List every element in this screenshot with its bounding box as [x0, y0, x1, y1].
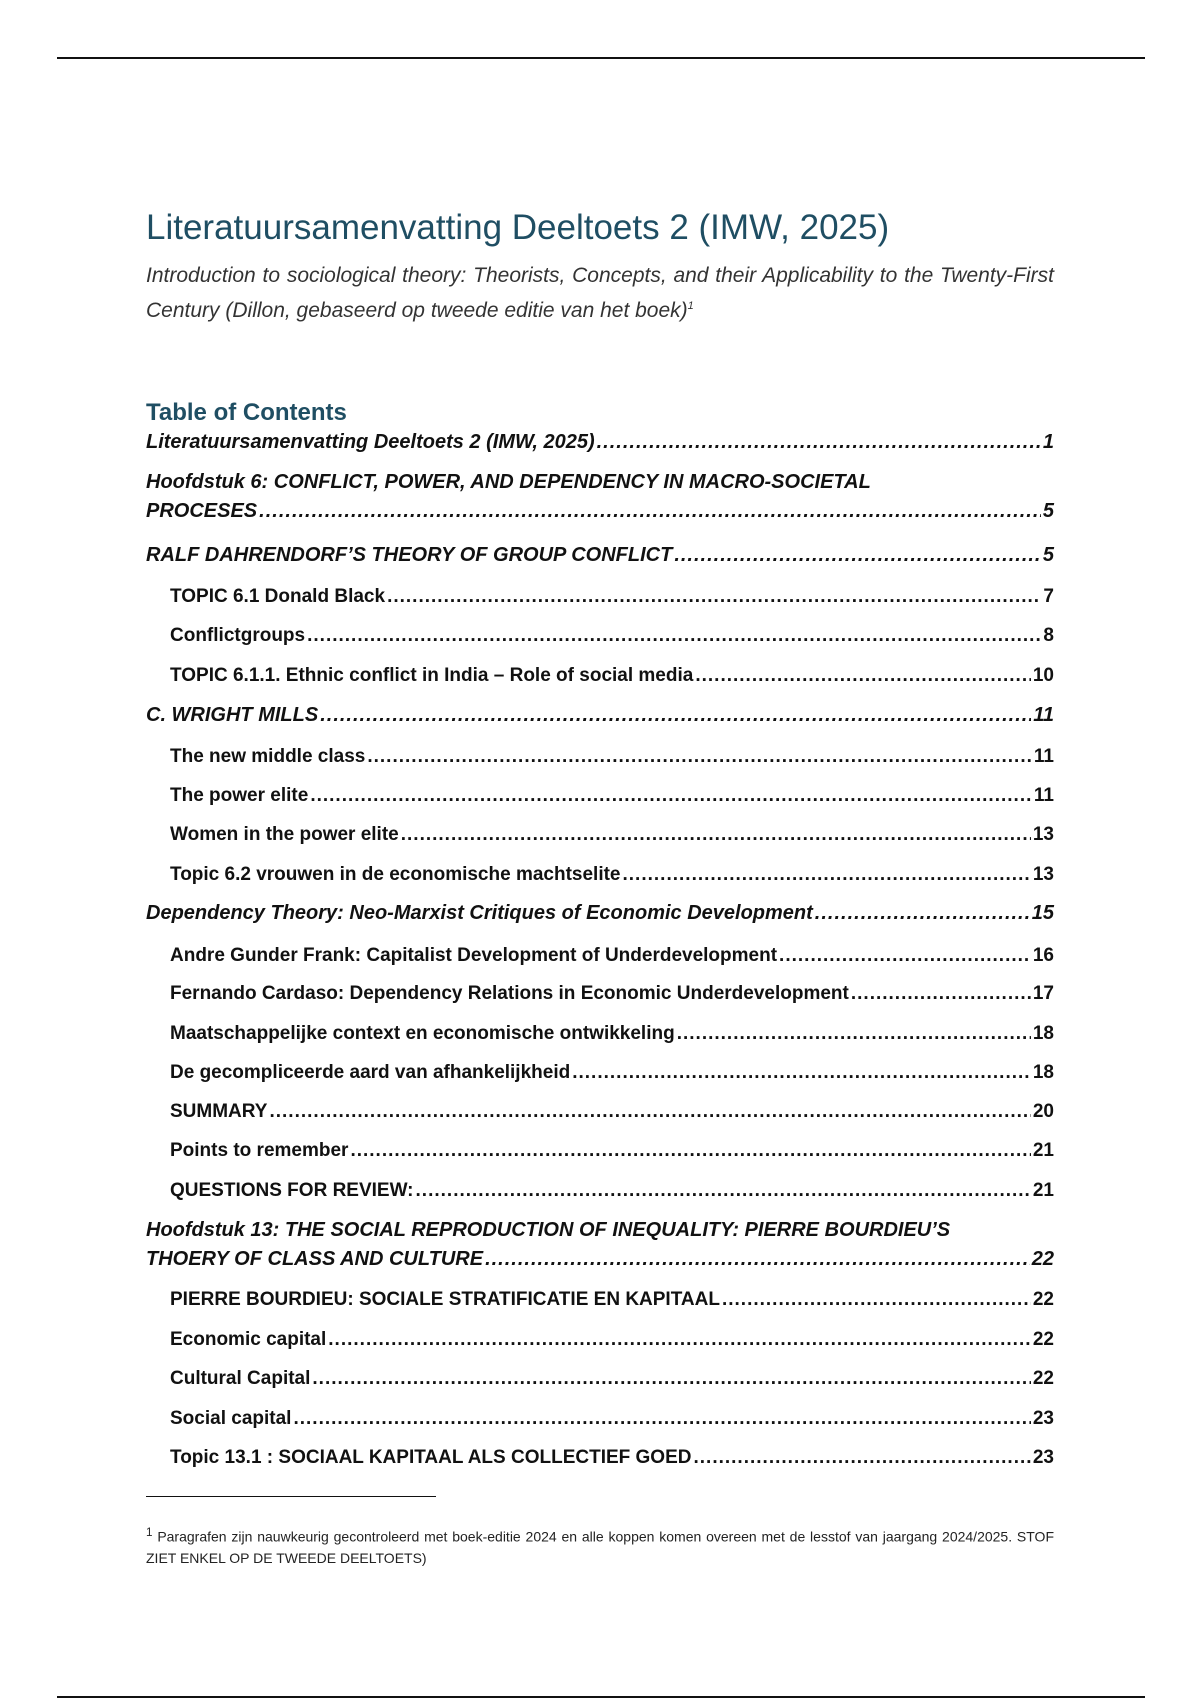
toc-dot-leader — [779, 941, 1031, 970]
toc-dot-leader — [387, 582, 1041, 611]
toc-entry-page: 21 — [1032, 1140, 1054, 1161]
toc-dot-leader — [350, 1136, 1030, 1165]
toc-dot-leader — [623, 860, 1031, 889]
toc-entry[interactable] — [170, 1364, 1054, 1393]
toc-entry-page: 18 — [1032, 1023, 1054, 1044]
toc-dot-leader — [310, 781, 1032, 810]
toc-entry-text-line1: Hoofdstuk 6: CONFLICT, POWER, AND DEPENDENCY IN MACRO-SOCIETAL — [146, 471, 871, 493]
toc-entry[interactable] — [146, 701, 1054, 730]
toc-entry-page: 5 — [1042, 500, 1054, 522]
toc-entry-text: PROCESES — [146, 500, 258, 522]
toc-entry-text: Literatuursamenvatting Deeltoets 2 (IMW, 2025) — [146, 431, 595, 453]
toc-entry-text: Andre Gunder Frank: Capitalist Development of Underdevelopment — [170, 945, 778, 966]
toc-entry-text: Fernando Cardaso: Dependency Relations in Economic Underdevelopment — [170, 983, 849, 1004]
toc-dot-leader — [259, 497, 1041, 526]
toc-entry-page: 23 — [1032, 1447, 1054, 1468]
toc-dot-leader — [815, 899, 1030, 928]
footnote-separator — [146, 1496, 436, 1497]
toc-entry[interactable] — [170, 781, 1054, 810]
toc-entry-page: 10 — [1032, 665, 1054, 686]
toc-entry-text: C. WRIGHT MILLS — [146, 704, 319, 726]
toc-entry[interactable] — [170, 582, 1054, 611]
footnote-mark: 1 — [146, 1526, 153, 1539]
toc-entry-text: Points to remember — [170, 1140, 349, 1161]
subtitle-text: Introduction to sociological theory: Theorists, Concepts, and their Applicability to the Twenty-First Century (Dillon, gebaseerd op tweede editie van het boek) — [146, 264, 1054, 322]
toc-heading: Table of Contents — [146, 398, 347, 426]
toc-entry-page: 1 — [1042, 431, 1054, 453]
toc-entry-page: 23 — [1032, 1408, 1054, 1429]
toc-entry[interactable] — [170, 820, 1054, 849]
toc-entry[interactable] — [170, 979, 1054, 1008]
toc-entry[interactable] — [170, 1097, 1054, 1126]
toc-dot-leader — [328, 1325, 1031, 1354]
toc-entry-text: Maatschappelijke context en economische ontwikkeling — [170, 1023, 675, 1044]
toc-dot-leader — [367, 742, 1032, 771]
toc-dot-leader — [674, 541, 1041, 570]
toc-entry[interactable] — [146, 899, 1054, 928]
toc-dot-leader — [693, 1443, 1030, 1472]
toc-entry-page: 18 — [1032, 1062, 1054, 1083]
toc-entry[interactable] — [146, 541, 1054, 570]
toc-dot-leader — [695, 661, 1031, 690]
toc-entry[interactable] — [146, 428, 1054, 457]
toc-entry[interactable] — [170, 1443, 1054, 1472]
toc-entry-text: PIERRE BOURDIEU: SOCIALE STRATIFICATIE EN KAPITAAL — [170, 1289, 720, 1310]
toc-entry-page: 16 — [1032, 945, 1054, 966]
toc-entry-text: Economic capital — [170, 1329, 327, 1350]
footnote-text: Paragrafen zijn nauwkeurig gecontroleerd met boek-editie 2024 en alle koppen komen overeen met de lesstof van jaargang 2024/2025. STOF ZIET ENKEL OP DE TWEEDE DEELTOETS) — [146, 1528, 1055, 1566]
page-header-rule — [57, 57, 1145, 59]
toc-entry[interactable] — [170, 1019, 1054, 1048]
toc-entry-text: Topic 13.1 : SOCIAAL KAPITAAL ALS COLLECTIEF GOED — [170, 1447, 692, 1468]
toc-entry-text: THOERY OF CLASS AND CULTURE — [146, 1248, 484, 1270]
toc-entry[interactable] — [146, 1216, 1054, 1274]
toc-dot-leader — [293, 1404, 1030, 1433]
toc-entry-text: De gecompliceerde aard van afhankelijkheid — [170, 1062, 571, 1083]
toc-dot-leader — [269, 1097, 1030, 1126]
toc-entry-page: 15 — [1031, 902, 1054, 924]
document-title: Literatuursamenvatting Deeltoets 2 (IMW, 2025) — [146, 208, 890, 248]
toc-entry-page: 13 — [1032, 824, 1054, 845]
toc-entry-text: Topic 6.2 vrouwen in de economische machtselite — [170, 864, 621, 885]
footnote — [146, 1522, 1054, 1569]
toc-entry-text: Women in the power elite — [170, 824, 399, 845]
toc-entry-text: TOPIC 6.1.1. Ethnic conflict in India – Role of social media — [170, 665, 694, 686]
toc-entry[interactable] — [170, 1325, 1054, 1354]
toc-entry[interactable] — [170, 1058, 1054, 1087]
toc-entry-page: 11 — [1033, 704, 1054, 726]
toc-entry-text: Conflictgroups — [170, 625, 306, 646]
toc-entry[interactable] — [146, 468, 1054, 526]
toc-entry-page: 22 — [1031, 1248, 1054, 1270]
toc-entry-text: Cultural Capital — [170, 1368, 311, 1389]
subtitle-footnote-mark[interactable]: 1 — [687, 300, 694, 312]
toc-dot-leader — [320, 701, 1031, 730]
toc-entry-text: QUESTIONS FOR REVIEW: — [170, 1180, 414, 1201]
document-subtitle — [146, 261, 1054, 326]
toc-entry-page: 22 — [1032, 1329, 1054, 1350]
toc-entry[interactable] — [170, 661, 1054, 690]
toc-entry-page: 11 — [1033, 785, 1054, 806]
toc-entry-page: 21 — [1032, 1180, 1054, 1201]
toc-dot-leader — [485, 1245, 1030, 1274]
toc-dot-leader — [307, 621, 1041, 650]
toc-dot-leader — [416, 1176, 1031, 1205]
toc-entry-page: 11 — [1033, 746, 1054, 767]
toc-dot-leader — [597, 428, 1041, 457]
toc-entry-page: 22 — [1032, 1368, 1054, 1389]
toc-entry[interactable] — [170, 941, 1054, 970]
toc-entry-page: 22 — [1032, 1289, 1054, 1310]
toc-dot-leader — [722, 1285, 1031, 1314]
toc-entry-text: RALF DAHRENDORF’S THEORY OF GROUP CONFLICT — [146, 544, 673, 566]
toc-entry-text: Dependency Theory: Neo-Marxist Critiques of Economic Development — [146, 902, 813, 924]
toc-entry[interactable] — [170, 1136, 1054, 1165]
toc-entry-text: TOPIC 6.1 Donald Black — [170, 586, 386, 607]
toc-dot-leader — [312, 1364, 1030, 1393]
toc-entry-text: Social capital — [170, 1408, 292, 1429]
toc-entry-page: 13 — [1032, 864, 1054, 885]
toc-entry[interactable] — [170, 1176, 1054, 1205]
toc-dot-leader — [572, 1058, 1031, 1087]
toc-entry[interactable] — [170, 1285, 1054, 1314]
toc-entry-text: The new middle class — [170, 746, 366, 767]
toc-dot-leader — [677, 1019, 1031, 1048]
toc-entry[interactable] — [170, 742, 1054, 771]
toc-entry[interactable] — [170, 860, 1054, 889]
toc-entry-page: 8 — [1043, 625, 1054, 646]
toc-entry-text: SUMMARY — [170, 1101, 268, 1122]
toc-entry-page: 5 — [1042, 544, 1054, 566]
page-footer-rule — [57, 1696, 1145, 1698]
toc-entry-text: The power elite — [170, 785, 309, 806]
toc-entry[interactable] — [170, 1404, 1054, 1433]
toc-entry-page: 20 — [1032, 1101, 1054, 1122]
toc-entry-page: 17 — [1032, 983, 1054, 1004]
toc-dot-leader — [401, 820, 1031, 849]
toc-entry[interactable] — [170, 621, 1054, 650]
toc-entry-text-line1: Hoofdstuk 13: THE SOCIAL REPRODUCTION OF INEQUALITY: PIERRE BOURDIEU’S — [146, 1219, 951, 1241]
toc-entry-page: 7 — [1043, 586, 1054, 607]
toc-dot-leader — [851, 979, 1031, 1008]
